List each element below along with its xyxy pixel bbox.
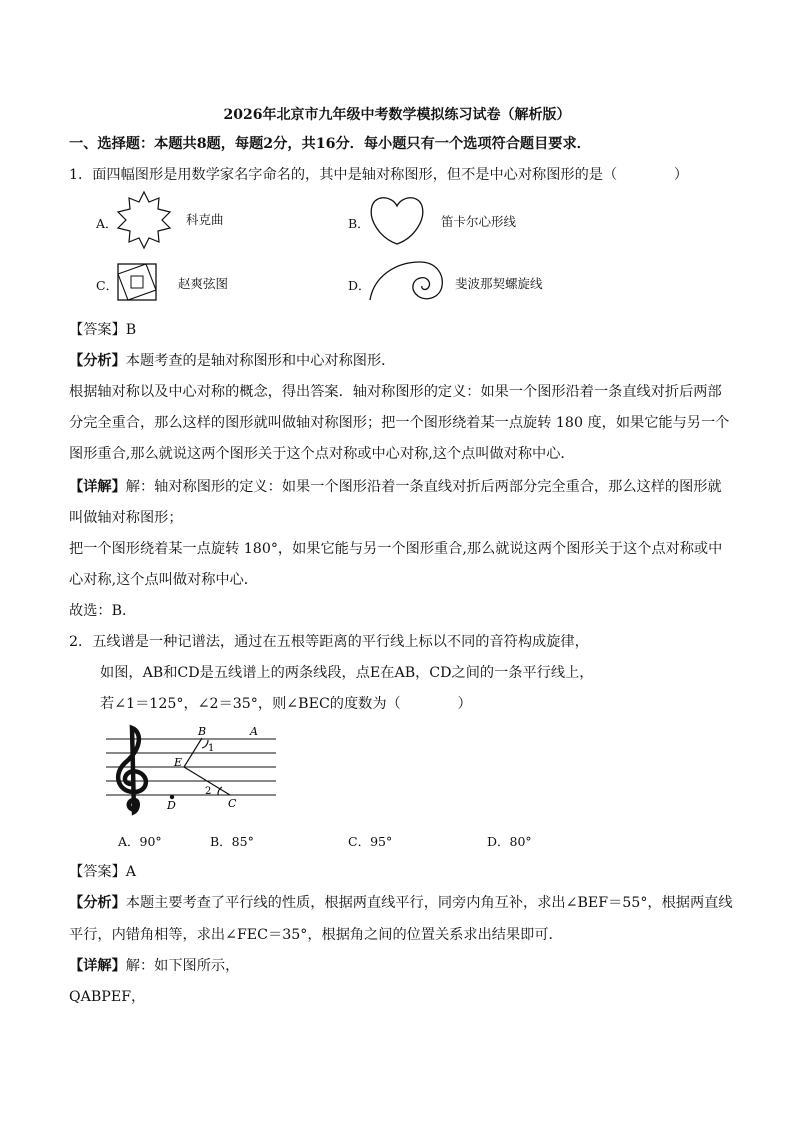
- q1-stem: 1．面四幅图形是用数学家名字命名的，其中是轴对称图形，但不是中心对称图形的是（ ）: [69, 167, 689, 183]
- q1-option-b-letter: B．: [348, 216, 370, 231]
- q1-detail-line-3: 把一个图形绕着某一点旋转 180°，如果它能与另一个图形重合,那么就说这两个图形关于这个点对称或中: [69, 541, 723, 557]
- label-b: B: [198, 725, 207, 738]
- section-heading: 一、选择题：本题共8题，每题2分，共16分．每小题只有一个选项符合题目要求．: [69, 136, 591, 152]
- staff-figure: [104, 726, 280, 814]
- q2-stem-line-3: 若∠1＝125°，∠2＝35°，则∠BEC的度数为（ ）: [100, 696, 472, 712]
- q1-option-b-name: 笛卡尔心形线: [441, 214, 517, 229]
- q1-option-a-name: 科克曲: [186, 212, 224, 227]
- q2-option-d: D．80°: [487, 834, 532, 849]
- q1-analysis-line-2: 根据轴对称以及中心对称的概念，得出答案．轴对称图形的定义：如果一个图形沿着一条直线对折后两部: [69, 384, 722, 400]
- analysis-text: 本题考查的是轴对称图形和中心对称图形．: [125, 353, 396, 369]
- analysis-text: 本题主要考查了平行线的性质，根据两直线平行，同旁内角互补，求出∠BEF＝55°，根据两直线: [125, 895, 733, 911]
- q2-detail-line-2: QABPEF，: [69, 989, 146, 1005]
- q1-option-c-name: 赵爽弦图: [178, 276, 229, 291]
- cardioid-icon: [368, 194, 426, 246]
- detail-text: 解：轴对称图形的定义：如果一个图形沿着一条直线对折后两部分完全重合，那么这样的图形就: [125, 479, 722, 495]
- label-a: A: [250, 725, 258, 738]
- fibonacci-spiral-icon: [368, 258, 444, 304]
- q2-answer: 【答案】A: [69, 864, 136, 880]
- label-d: D: [167, 799, 176, 812]
- label-e: E: [174, 756, 183, 769]
- q1-option-c-letter: C．: [96, 278, 119, 293]
- q1-analysis-line-3: 分完全重合，那么这样的图形就叫做轴对称图形；把一个图形绕着某一点旋转 180 度，如果它能与另一个: [69, 415, 730, 431]
- q2-option-c: C．95°: [348, 834, 393, 849]
- q2-option-b: B．85°: [210, 834, 254, 849]
- page-title: 2026年北京市九年级中考数学模拟练习试卷（解析版）: [223, 107, 571, 123]
- q1-choose: 故选：B．: [69, 603, 137, 619]
- label-angle-1: 1: [208, 743, 215, 754]
- detail-tag: 【详解】: [69, 479, 126, 495]
- detail-tag: 【详解】: [69, 958, 126, 974]
- analysis-tag: 【分析】: [69, 895, 126, 911]
- detail-text: 解：如下图所示，: [125, 958, 240, 974]
- q1-analysis-line-4: 图形重合,那么就说这两个图形关于这个点对称或中心对称,这个点叫做对称中心．: [69, 446, 575, 462]
- q2-analysis-line-1: [69, 893, 733, 913]
- koch-snowflake-icon: [114, 190, 174, 250]
- q2-option-a: A．90°: [118, 834, 162, 849]
- label-c: C: [228, 797, 237, 810]
- q2-detail-line-1: [69, 956, 239, 976]
- zhao-shuang-square-icon: [116, 262, 160, 302]
- q2-stem-line-2: 如图，AB和CD是五线谱上的两条线段，点E在AB，CD之间的一条平行线上，: [100, 665, 594, 681]
- q1-detail-line-4: 心对称,这个点叫做对称中心．: [69, 572, 258, 588]
- q2-analysis-line-2: 平行，内错角相等，求出∠FEC＝35°，根据角之间的位置关系求出结果即可．: [69, 927, 563, 943]
- q1-analysis-line-1: [69, 351, 395, 371]
- q1-detail-line-2: 叫做轴对称图形；: [69, 510, 183, 526]
- q2-stem-line-1: 2．五线谱是一种记谱法，通过在五根等距离的平行线上标以不同的音符构成旋律，: [69, 634, 589, 650]
- treble-clef-icon: [118, 728, 146, 812]
- q1-answer: 【答案】B: [69, 322, 137, 338]
- q1-option-d-name: 斐波那契螺旋线: [455, 276, 543, 291]
- analysis-tag: 【分析】: [69, 353, 126, 369]
- q1-detail-line-1: [69, 477, 722, 497]
- q1-option-d-letter: D．: [348, 278, 371, 293]
- q1-option-a-letter: A．: [96, 216, 118, 231]
- label-angle-2: 2: [205, 786, 212, 797]
